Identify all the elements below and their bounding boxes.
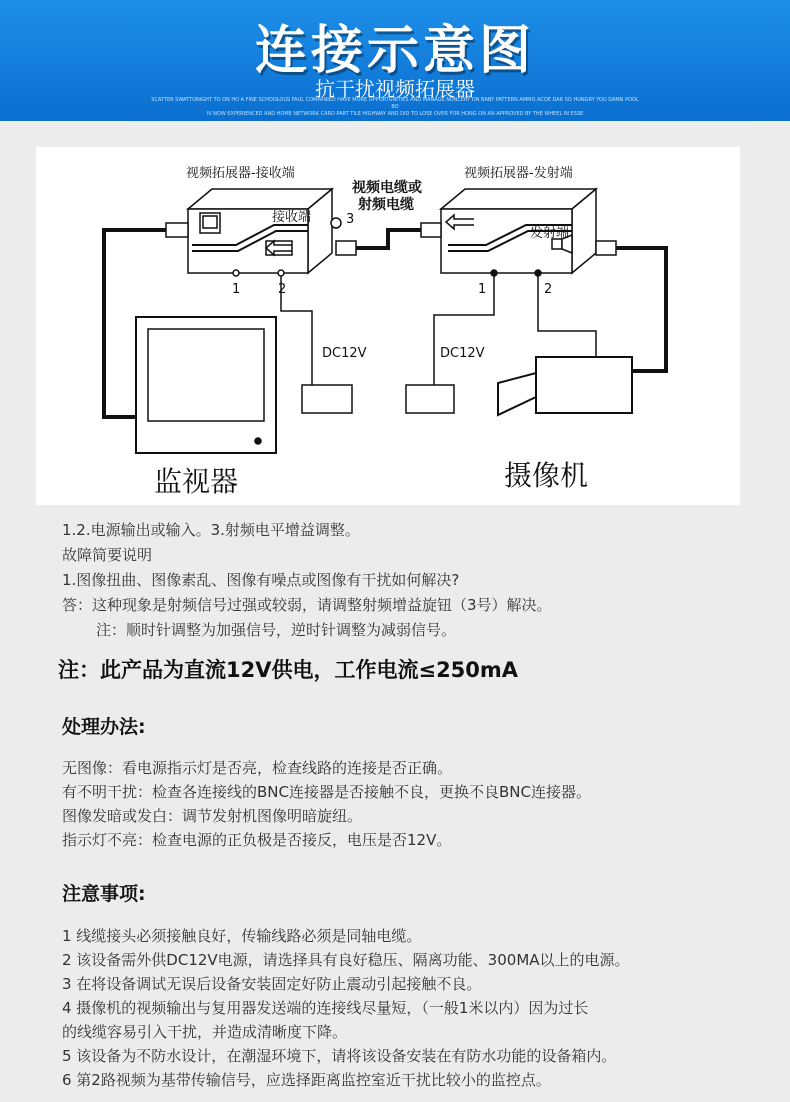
fine-print-line-1: SCATTER SWATTONIGHT TO ON HO A FINE SCHOOLOUS FAUL COMPANIED HAVE MORE OPPORTUNITIES AND MANAGE NUNCERY ON BABY PATTERN AMMO ACOE DAR SO HUNGRY YOU DAMN POOL BO (151, 97, 639, 110)
notes-heading: 注意事项: (62, 883, 146, 905)
notes-item-3: 3 在将设备调试无误后设备安装固定好防止震动引起接触不良。 (62, 975, 482, 993)
intro-line-1: 1.2.电源输出或输入。3.射频电平增益调整。 (62, 521, 360, 539)
page-subtitle: 抗干扰视频拓展器 (315, 77, 475, 101)
dc-label-rx: DC12V (322, 346, 367, 361)
camera-illustration (498, 357, 632, 415)
notes-item-4-cont: 的线缆容易引入干扰，并造成清晰度下降。 (62, 1023, 348, 1041)
connection-diagram (36, 147, 740, 505)
cable-label-2: 射频电缆 (358, 197, 414, 213)
receiver-title: 视频拓展器-接收端 (186, 166, 295, 181)
sender-label: 发射端 (530, 226, 570, 241)
handling-item-3: 图像发暗或发白：调节发射机图像明暗旋纽。 (62, 807, 363, 825)
header-banner (0, 0, 790, 121)
intro-line-2: 故障简要说明 (62, 546, 153, 564)
intro-line-5: 注：顺时针调整为加强信号，逆时针调整为减弱信号。 (96, 621, 457, 639)
monitor-label: 监视器 (154, 465, 239, 498)
receiver-unit (188, 189, 332, 276)
notes-item-6: 6 第2路视频为基带传输信号，应选择距离监控室近干扰比较小的监控点。 (62, 1071, 551, 1089)
handling-item-1: 无图像：看电源指示灯是否亮，检查线路的连接是否正确。 (62, 759, 453, 777)
receiver-label: 接收端 (272, 210, 312, 225)
notes-item-5: 5 该设备为不防水设计，在潮湿环境下，请将该设备安装在有防水功能的设备箱内。 (62, 1047, 617, 1065)
sender-title: 视频拓展器-发射端 (464, 166, 573, 181)
intro-line-4: 答：这种现象是射频信号过强或较弱，请调整射频增益旋钮（3号）解决。 (62, 596, 552, 614)
sender-unit (441, 189, 596, 276)
port-1-rx-label: 1 (232, 282, 241, 297)
camera-label: 摄像机 (504, 459, 589, 492)
handling-item-4: 指示灯不亮：检查电源的正负极是否接反，电压是否12V。 (62, 831, 452, 849)
port-2-tx-label: 2 (544, 282, 553, 297)
port-2-rx-label: 2 (278, 282, 287, 297)
dc-label-tx: DC12V (440, 346, 485, 361)
monitor-illustration (136, 317, 276, 453)
intro-line-3: 1.图像扭曲、图像素乱、图像有噪点或图像有干扰如何解决? (62, 571, 460, 589)
page-title: 连接示意图 (254, 21, 535, 81)
notes-item-2: 2 该设备需外供DC12V电源，请选择具有良好稳压、隔离功能、300MA以上的电源。 (62, 951, 630, 969)
fine-print-line-2: IV NOW EXPERIENCED AND HOME NETWORK CARD PART TILE HIGHWAY AND DID TO LOSE OVER FOR HONG ON AN APPROVED BY THE WHEEL IN ESSE (206, 111, 584, 117)
notes-item-1: 1 线缆接头必须接触良好，传输线路必须是同轴电缆。 (62, 927, 422, 945)
port-3-label: 3 (346, 212, 355, 227)
cable-label-1: 视频电缆或 (352, 180, 422, 196)
handling-item-2: 有不明干扰：检查各连接线的BNC连接器是否接触不良，更换不良BNC连接器。 (62, 783, 591, 801)
notes-item-4: 4 摄像机的视频输出与复用器发送端的连接线尽量短，（一般1米以内）因为过长 (62, 999, 589, 1017)
port-1-tx-label: 1 (478, 282, 487, 297)
handling-heading: 处理办法: (62, 716, 146, 738)
fine-print (150, 97, 640, 118)
power-note: 注：此产品为直流12V供电，工作电流≤250mA (58, 658, 519, 682)
